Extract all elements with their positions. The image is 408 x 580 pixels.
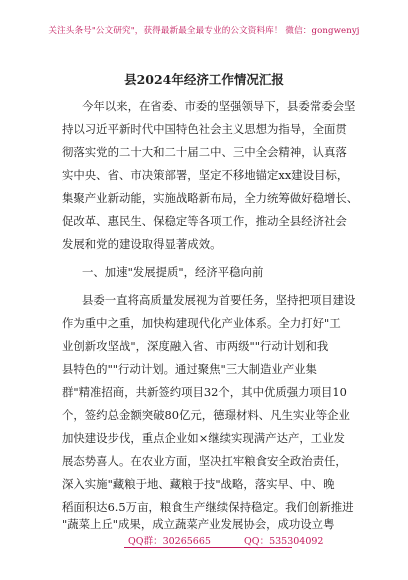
qq-number: QQ：535304092 xyxy=(244,536,324,547)
section-heading: 一、加速"发展提质"，经济平稳向前 xyxy=(82,265,264,279)
paragraph-line: 作为重中之重，加快构建现代化产业体系。全力打好"工 xyxy=(62,316,341,330)
paragraph-line: 集聚产业新动能，实施战略新布局，全力统筹做好稳增长、 xyxy=(62,191,359,205)
document-title: 县2024年经济工作情况汇报 xyxy=(124,72,284,87)
paragraph-line: 县特色的""行动计划。通过聚焦"三大制造业产业集 xyxy=(62,362,317,376)
paragraph-line: 县委一直将高质量发展视为首要任务，坚持把项目建设 xyxy=(82,293,356,307)
paragraph-line: 加快建设步伐，重点企业如×继续实现满产达产，工业发 xyxy=(62,431,345,445)
paragraph-line: 业创新攻坚战"，深度融入省、市两级""行动计划和我 xyxy=(62,339,329,353)
paragraph-line: 促改革、惠民生、保稳定等各项工作，推动全县经济社会 xyxy=(62,214,347,228)
paragraph-line: "蔬菜上丘"成果，成立蔬菜产业发展协会，成功设立粤 xyxy=(62,517,335,531)
qq-group-number: QQ群：30265665 xyxy=(128,536,211,547)
paragraph-line: 发展和党的建设取得显著成效。 xyxy=(62,237,222,251)
footer-underline xyxy=(124,547,292,548)
paragraph-line: 展态势喜人。在农业方面，坚决扛牢粮食安全政治责任， xyxy=(62,454,347,468)
paragraph-line: 持以习近平新时代中国特色社会主义思想为指导，全面贯 xyxy=(62,122,347,136)
paragraph-line: 个，签约总金额突破80亿元，德璟材料、凡生实业等企业 xyxy=(62,408,350,422)
promo-banner: 关注头条号"公文研究"，获得最新最全最专业的公文资料库！ 微信：gongwenyj xyxy=(48,26,360,36)
paragraph-line: 稻面积达6.5万亩，粮食生产继续保持稳定。我们创新推进 xyxy=(62,500,354,514)
paragraph-line: 实中央、省、市决策部署，坚定不移地锚定xx建设目标， xyxy=(62,168,349,182)
paragraph-line: 今年以来，在省委、市委的坚强领导下，县委常委会坚 xyxy=(82,99,356,113)
paragraph-line: 彻落实党的二十大和二十届二中、三中全会精神，认真落 xyxy=(62,145,347,159)
paragraph-line: 深入实施"藏粮于地、藏粮于技"战略，落实早、中、晚 xyxy=(62,477,335,491)
paragraph-line: 群"精准招商，共新签约项目32个，其中优质强力项目10 xyxy=(62,385,347,399)
